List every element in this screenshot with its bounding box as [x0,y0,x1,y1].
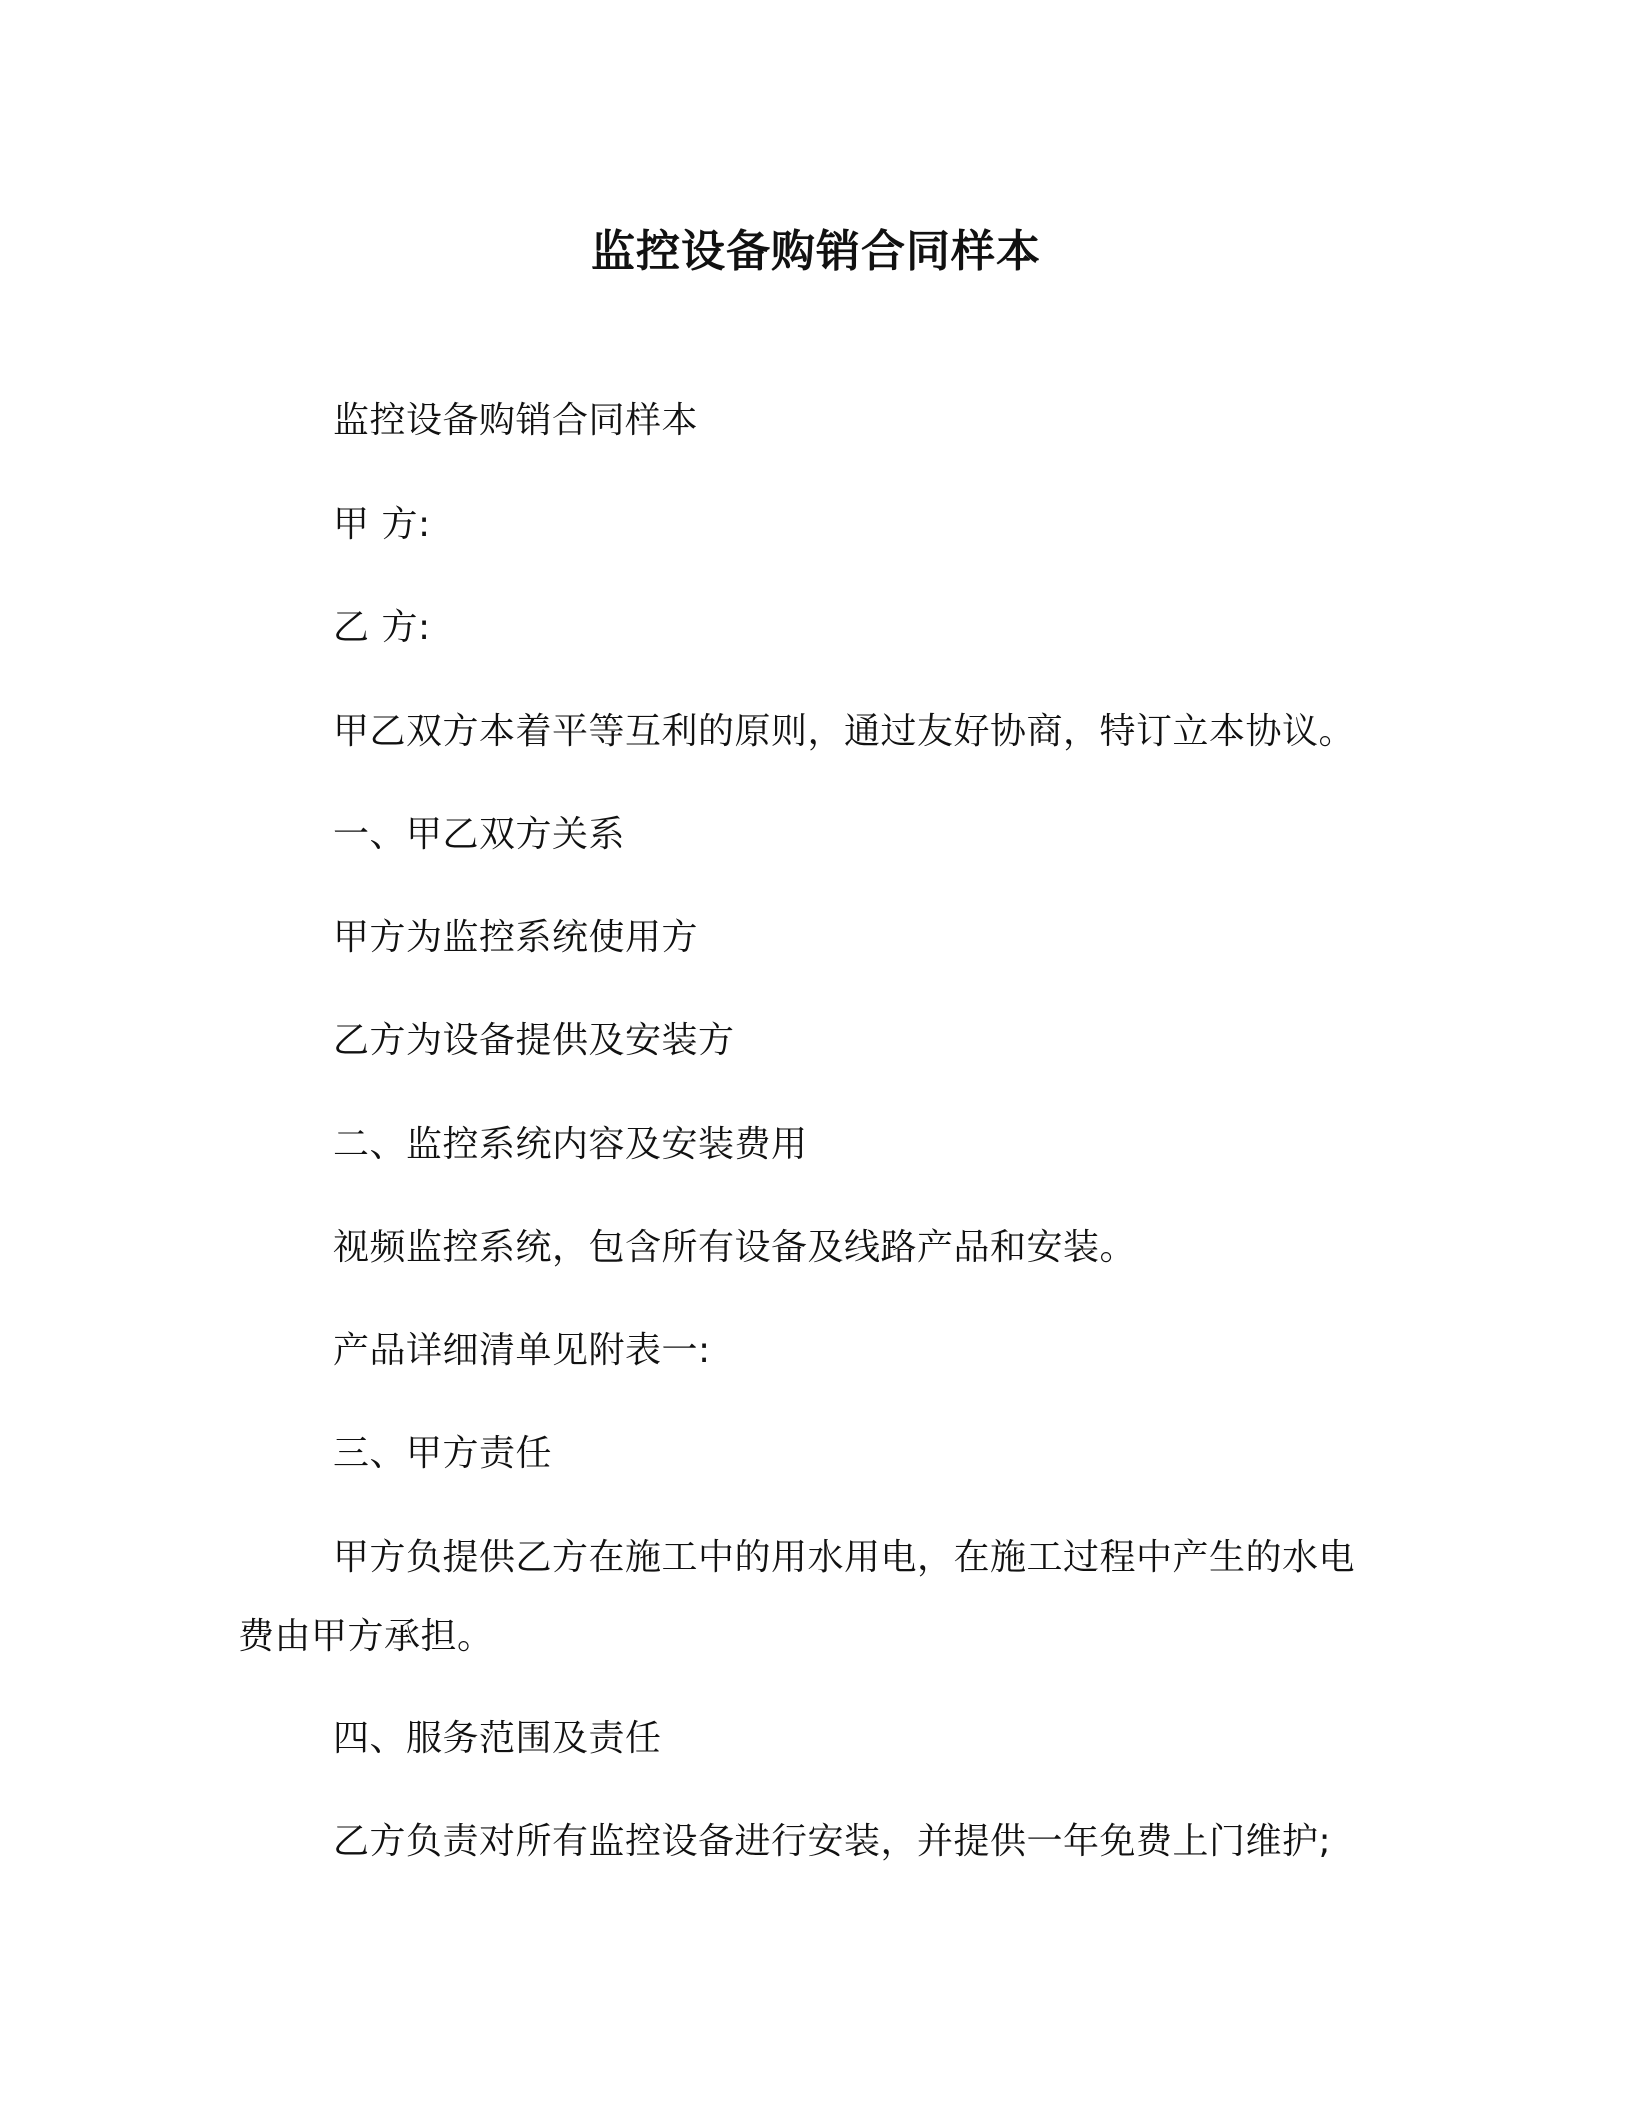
document-title: 监控设备购销合同样本 [591,226,1041,277]
line-party-a: 甲 方: [333,504,431,545]
line-party-b: 乙 方: [333,607,431,648]
line-product-list: 产品详细清单见附表一: [333,1330,711,1371]
line-maintenance: 乙方负责对所有监控设备进行安装，并提供一年免费上门维护; [333,1821,1332,1862]
section-heading-3: 三、甲方责任 [333,1433,553,1474]
line-subtitle: 监控设备购销合同样本 [333,400,699,441]
line-party-a-role: 甲方为监控系统使用方 [333,917,699,958]
paragraph-water-power: 甲方负提供乙方在施工中的用水用电，在施工过程中产生的水电费由甲方承担。 [238,1537,1356,1657]
line-preamble: 甲乙双方本着平等互利的原则，通过友好协商，特订立本协议。 [333,711,1356,752]
section-heading-4: 四、服务范围及责任 [333,1718,662,1759]
section-heading-2: 二、监控系统内容及安装费用 [333,1124,808,1165]
line-party-b-role: 乙方为设备提供及安装方 [333,1020,735,1061]
section-heading-1: 一、甲乙双方关系 [333,814,626,855]
line-system-content: 视频监控系统，包含所有设备及线路产品和安装。 [333,1227,1137,1268]
